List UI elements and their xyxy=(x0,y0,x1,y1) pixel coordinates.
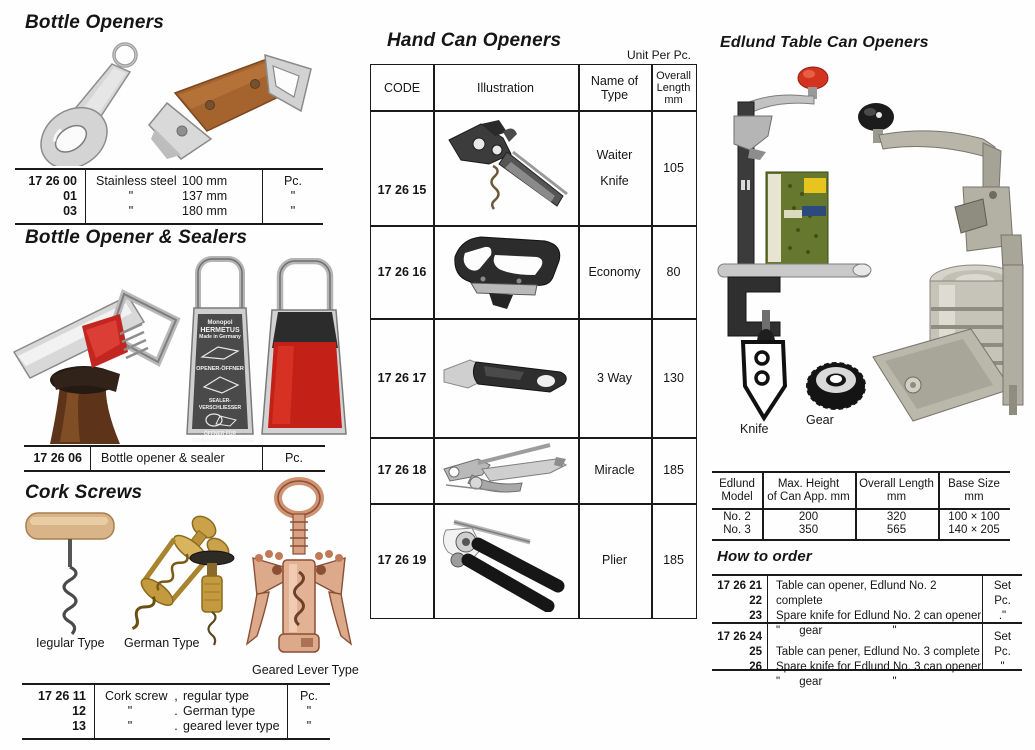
length-cell: 185 xyxy=(663,553,684,567)
economy-opener-image xyxy=(441,231,571,313)
order-code-column: 17 26 21 22 23 17 26 24 25 26 xyxy=(717,580,762,673)
code-cell: 17 26 16 xyxy=(377,264,427,279)
spec-header-base: Base Size mm xyxy=(948,477,1000,503)
spec-height-values: 200 350 xyxy=(798,510,819,536)
waiter-knife-opener-image xyxy=(441,118,571,218)
type-cell: Waiter Knife xyxy=(596,147,633,188)
spec-header-height: Max. Height of Can App. mm xyxy=(767,477,850,503)
spec-model-values: No. 2 No. 3 xyxy=(723,510,751,536)
how-to-order-table xyxy=(712,574,1022,688)
spec-length-values: 320 565 xyxy=(886,510,907,536)
header-overall-length: Overall Length mm xyxy=(656,69,691,106)
how-to-order-title: How to order xyxy=(717,548,812,565)
cork-screws-table xyxy=(22,683,330,740)
description-column: Cork screw , regular type " . German type " . geared lever type xyxy=(94,685,287,738)
label-cap-sketch xyxy=(200,412,240,428)
illustration-cell xyxy=(433,110,578,225)
bottle-openers-table xyxy=(15,168,323,225)
spec-header-length: Overall Length mm xyxy=(859,477,934,503)
unit-column: Pc. " " xyxy=(262,170,323,223)
hermetus-opener-back-image xyxy=(258,258,350,440)
length-cell: 80 xyxy=(666,264,681,279)
gear-part-label: Gear xyxy=(806,413,834,427)
hermetus-label-text: Monopol HERMETUS Made in Germany OPENER-ÖFFNER SEALER-VERSCHLIESSER ÖFFNER FÜR SCHRAUBVERSCHLÜSSE xyxy=(192,320,255,444)
opener-on-bottle-image xyxy=(8,256,188,444)
caption-german-type: German Type xyxy=(124,636,200,650)
unit-cell: Pc. xyxy=(262,447,325,470)
illustration-cell xyxy=(433,318,578,437)
code-column: 17 26 00 01 03 xyxy=(28,174,77,218)
unit-column: Pc. " " xyxy=(287,685,330,738)
bottle-opener-wood-handle-image xyxy=(115,33,320,165)
type-cell: Miracle xyxy=(594,463,635,477)
code-cell: 17 26 06 xyxy=(33,451,82,465)
edlund-spec-table xyxy=(712,471,1010,541)
type-cell: Economy xyxy=(588,264,641,279)
corkscrew-geared-lever-image xyxy=(243,476,355,668)
order-desc-column: Table can opener, Edlund No. 2 complete Spare knife for Edlund No. 2 can opener " gear " Table can pener, Edlund No. 3 complete Spare knife for Edlund No. 3 can opener " gear " xyxy=(767,576,983,669)
section-title-bottle-opener-sealers: Bottle Opener & Sealers xyxy=(25,227,248,248)
illustration-cell xyxy=(433,225,578,318)
label-opener-sketch xyxy=(198,341,242,363)
section-title-edlund: Edlund Table Can Openers xyxy=(720,34,929,51)
unit-note: Unit Per Pc. xyxy=(627,48,692,62)
spec-base-values: 100 × 100 140 × 205 xyxy=(948,510,1000,536)
type-cell: 3 Way xyxy=(597,370,632,385)
code-cell: 17 26 17 xyxy=(377,370,427,385)
plier-opener-image xyxy=(438,508,573,612)
illustration-cell xyxy=(433,503,578,617)
header-name-of-type: Name of Type xyxy=(590,73,639,102)
type-cell: Plier xyxy=(601,553,627,567)
order-unit-column: Set Pc. ." Set Pc. " xyxy=(993,580,1012,673)
caption-regular-type: Iegular Type xyxy=(36,636,105,650)
length-cell: 130 xyxy=(663,370,684,385)
spec-header-model: Edlund Model xyxy=(719,477,755,503)
illustration-cell xyxy=(433,437,578,503)
label-sealer-sketch xyxy=(198,373,242,395)
three-way-opener-image xyxy=(440,348,572,408)
code-cell: 17 26 15 xyxy=(377,183,427,197)
length-cell: 105 xyxy=(663,160,684,175)
code-cell: 17 26 19 xyxy=(377,553,427,567)
desc-cell: Bottle opener & sealer xyxy=(90,447,262,470)
code-column: 17 26 11 12 13 xyxy=(38,689,86,733)
knife-part-label: Knife xyxy=(740,422,769,436)
bottle-opener-sealer-table xyxy=(24,445,325,472)
gear-part-icon xyxy=(790,352,882,416)
caption-geared-lever-type: Geared Lever Type xyxy=(252,663,359,677)
header-illustration: Illustration xyxy=(477,80,534,95)
header-code: CODE xyxy=(383,80,421,95)
section-title-cork-screws: Cork Screws xyxy=(25,482,143,503)
section-title-hand-can-openers: Hand Can Openers xyxy=(387,30,562,51)
description-column: Stainless steel 100 mm " 137 mm " 180 mm xyxy=(85,170,262,223)
length-cell: 185 xyxy=(663,463,684,477)
hand-can-openers-table xyxy=(370,64,697,619)
section-title-bottle-openers: Bottle Openers xyxy=(25,12,164,33)
miracle-opener-image xyxy=(438,441,573,499)
code-cell: 17 26 18 xyxy=(377,463,427,477)
